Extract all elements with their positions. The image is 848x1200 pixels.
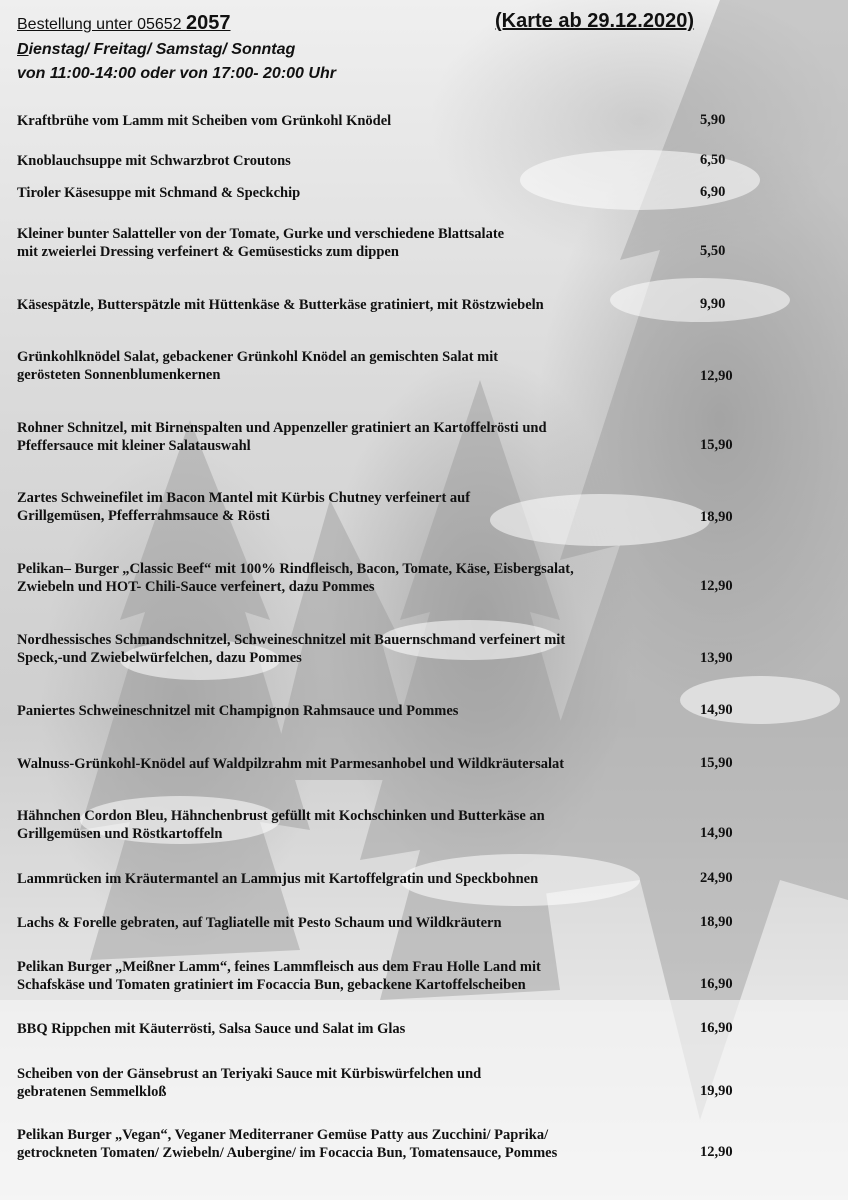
menu-item-description: Tiroler Käsesuppe mit Schmand & Speckchip: [17, 185, 301, 201]
menu-item-description: Lammrücken im Kräutermantel an Lammjus mit Kartoffelgratin und Speckbohnen: [17, 871, 539, 887]
menu-header: [17, 12, 837, 86]
menu-item: [17, 631, 837, 667]
menu-item-description: Lachs & Forelle gebraten, auf Tagliatelle mit Pesto Schaum und Wildkräutern: [17, 915, 502, 931]
menu-item-price: 24,90: [700, 870, 733, 886]
menu-item: [17, 1065, 837, 1101]
menu-item-price: 16,90: [700, 976, 733, 992]
menu-item-description: Paniertes Schweineschnitzel mit Champignon Rahmsauce und Pommes: [17, 703, 459, 719]
menu-item: [17, 807, 837, 843]
menu-item-price: 14,90: [700, 825, 733, 841]
menu-item-description: Zartes Schweinefilet im Bacon Mantel mit Kürbis Chutney verfeinert auf Grillgemüsen, Pfefferrahmsauce & Rösti: [17, 490, 471, 524]
menu-item-price: 19,90: [700, 1083, 733, 1099]
menu-item: [17, 914, 837, 932]
menu-item-description: Nordhessisches Schmandschnitzel, Schweineschnitzel mit Bauernschmand verfeinert mit Speck,-und Zwiebelwürfelchen, dazu Pommes: [17, 632, 566, 666]
menu-item-description: Rohner Schnitzel, mit Birnenspalten und Appenzeller gratiniert an Kartoffelrösti und Pfeffersauce mit kleiner Salatauswahl: [17, 420, 547, 454]
menu-item: [17, 348, 837, 384]
menu-item: [17, 870, 837, 888]
opening-days-rest: ienstag/ Freitag/ Samstag/ Sonntag: [28, 41, 296, 58]
menu-item-price: 5,50: [700, 243, 726, 259]
menu-item-description: Kraftbrühe vom Lamm mit Scheiben vom Grünkohl Knödel: [17, 113, 392, 129]
menu-item-price: 14,90: [700, 702, 733, 718]
menu-item: [17, 489, 837, 525]
menu-item-description: Pelikan– Burger „Classic Beef“ mit 100% Rindfleisch, Bacon, Tomate, Käse, Eisbergsalat, Zwiebeln und HOT- Chili-Sauce verfeinert, dazu Pommes: [17, 561, 574, 595]
menu-item-price: 18,90: [700, 914, 733, 930]
menu-item-price: 15,90: [700, 437, 733, 453]
menu-item: [17, 225, 837, 261]
menu-item: [17, 112, 837, 130]
menu-item-price: 12,90: [700, 368, 733, 384]
menu-item-price: 13,90: [700, 650, 733, 666]
menu-item: [17, 560, 837, 596]
card-date: (Karte ab 29.12.2020): [495, 10, 695, 32]
menu-item-price: 12,90: [700, 1144, 733, 1160]
menu-item-description: Walnuss-Grünkohl-Knödel auf Waldpilzrahm mit Parmesanhobel und Wildkräutersalat: [17, 756, 565, 772]
menu-item-price: 6,90: [700, 184, 726, 200]
menu-item-description: Pelikan Burger „Vegan“, Veganer Mediterraner Gemüse Patty aus Zucchini/ Paprika/ getrockneten Tomaten/ Zwiebeln/ Aubergine/ im Focaccia Bun, Tomatensauce, Pommes: [17, 1127, 558, 1161]
menu-item-description: Scheiben von der Gänsebrust an Teriyaki Sauce mit Kürbiswürfelchen und gebratenen Semmelkloß: [17, 1066, 482, 1100]
menu-item-description: Hähnchen Cordon Bleu, Hähnchenbrust gefüllt mit Kochschinken und Butterkäse an Grillgemüsen und Röstkartoffeln: [17, 808, 545, 842]
menu-item-price: 15,90: [700, 755, 733, 771]
order-prefix: Bestellung unter 05652: [17, 16, 187, 33]
order-phone-line: [17, 12, 837, 38]
menu-item-price: 6,50: [700, 152, 726, 168]
menu-item-description: Knoblauchsuppe mit Schwarzbrot Croutons: [17, 153, 291, 169]
menu-item-description: BBQ Rippchen mit Käuterrösti, Salsa Sauce und Salat im Glas: [17, 1021, 406, 1037]
menu-item-price: 16,90: [700, 1020, 733, 1036]
menu-item-description: Pelikan Burger „Meißner Lamm“, feines Lammfleisch aus dem Frau Holle Land mit Schafskäse und Tomaten gratiniert im Focaccia Bun, gebackene Kartoffelscheiben: [17, 959, 541, 993]
menu-item: [17, 702, 837, 720]
menu-item-price: 9,90: [700, 296, 726, 312]
menu-item: [17, 152, 837, 170]
menu-item-description: Grünkohlknödel Salat, gebackener Grünkohl Knödel an gemischten Salat mit gerösteten Sonnenblumenkernen: [17, 349, 499, 383]
menu-item-price: 5,90: [700, 112, 726, 128]
menu-item: [17, 1126, 837, 1162]
opening-hours: von 11:00-14:00 oder von 17:00- 20:00 Uhr: [17, 65, 336, 82]
menu-item: [17, 184, 837, 202]
menu-item-description: Käsespätzle, Butterspätzle mit Hüttenkäse & Butterkäse gratiniert, mit Röstzwiebeln: [17, 297, 544, 313]
menu-item: [17, 1020, 837, 1038]
menu-item: [17, 419, 837, 455]
opening-days: [17, 38, 837, 62]
order-number: 2057: [186, 12, 231, 34]
menu-item-price: 12,90: [700, 578, 733, 594]
opening-days-initial: D: [17, 41, 29, 58]
menu-item: [17, 958, 837, 994]
menu-item-price: 18,90: [700, 509, 733, 525]
menu-item: [17, 755, 837, 773]
menu-item: [17, 296, 837, 314]
menu-item-description: Kleiner bunter Salatteller von der Tomate, Gurke und verschiedene Blattsalate mit zweierlei Dressing verfeinert & Gemüsesticks zum dippen: [17, 226, 505, 260]
